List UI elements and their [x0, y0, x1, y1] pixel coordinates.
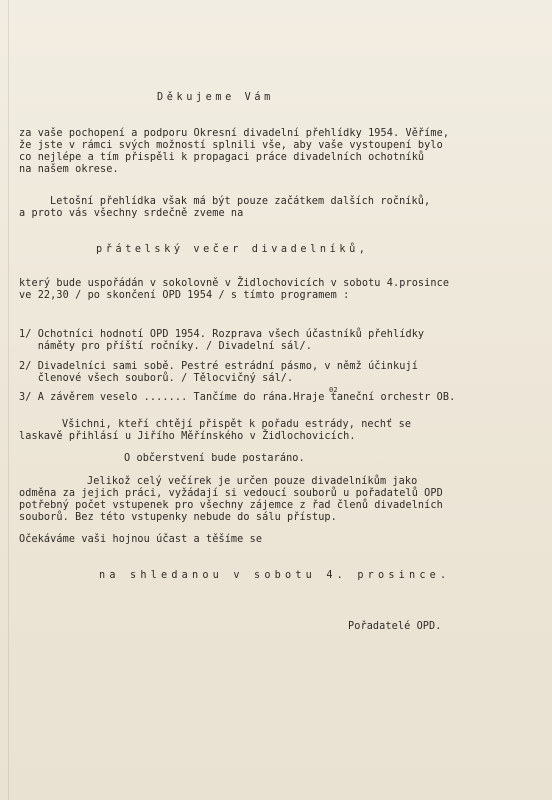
paragraph-5-line-4: souborů. Bez této vstupenky nebude do sálu přístup.	[19, 512, 337, 523]
program-item-2-line-1: 2/ Divadelníci sami sobě. Pestré estrádní pásmo, v němž účinkují	[19, 361, 418, 372]
program-item-1-line-2: náměty pro příští ročníky. / Divadelní sál/.	[19, 341, 312, 352]
program-item-1-line-1: 1/ Ochotníci hodnotí OPD 1954. Rozprava všech účastníků přehlídky	[19, 329, 425, 340]
paragraph-6: Očekáváme vaši hojnou účast a těšíme se	[19, 534, 263, 545]
program-item-3: 3/ A závěrem veselo ....... Tančíme do rána.Hraje taneční orchestr OB.	[19, 392, 456, 403]
event-title: přátelský večer divadelníků,	[96, 244, 369, 255]
paragraph-2-line-1: Letošní přehlídka však má být pouze začátkem dalších ročníků,	[50, 196, 431, 207]
paragraph-5-line-1: Jelikož celý večírek je určen pouze divadelníkům jako	[87, 476, 418, 487]
paragraph-2-line-2: a proto vás všechny srdečně zveme na	[19, 208, 244, 219]
paragraph-5-line-3: potřebný počet vstupenek pro všechny zájemce z řad členů divadelních	[19, 500, 443, 511]
refreshments-note: O občerstvení bude postaráno.	[124, 453, 305, 464]
letter-heading: Děkujeme Vám	[157, 92, 274, 103]
program-item-2-line-2: členové všech souborů. / Tělocvičný sál/.	[19, 373, 294, 384]
paragraph-1-line-3: co nejlépe a tím přispěli k propagaci práce divadelních ochotníků	[19, 152, 425, 163]
paper-edge-shadow	[8, 0, 9, 800]
paragraph-1-line-4: na našem okrese.	[19, 164, 119, 175]
paragraph-1-line-2: že jste v rámci svých možností splnili vše, aby vaše vystoupení bylo	[19, 140, 443, 151]
paragraph-4-line-2: laskavě přihlásí u Jiřího Měřínského v Židlochovicích.	[19, 431, 356, 442]
paragraph-4-line-1: Všichni, kteří chtějí přispět k pořadu estrády, nechť se	[62, 419, 412, 430]
handwritten-superscript-note: 02	[329, 386, 338, 394]
paragraph-5-line-2: odměna za jejich práci, vyžádají si vedoucí souborů u pořadatelů OPD	[19, 488, 443, 499]
signature: Pořadatelé OPD.	[348, 621, 442, 632]
closing-line: na shledanou v sobotu 4. prosince.	[99, 570, 451, 581]
paragraph-3-line-1: který bude uspořádán v sokolovně v Židlochovicích v sobotu 4.prosince	[19, 278, 450, 289]
paragraph-3-line-2: ve 22,30 / po skončení OPD 1954 / s tímto programem :	[19, 290, 350, 301]
paragraph-1-line-1: za vaše pochopení a podporu Okresní divadelní přehlídky 1954. Věříme,	[19, 128, 450, 139]
